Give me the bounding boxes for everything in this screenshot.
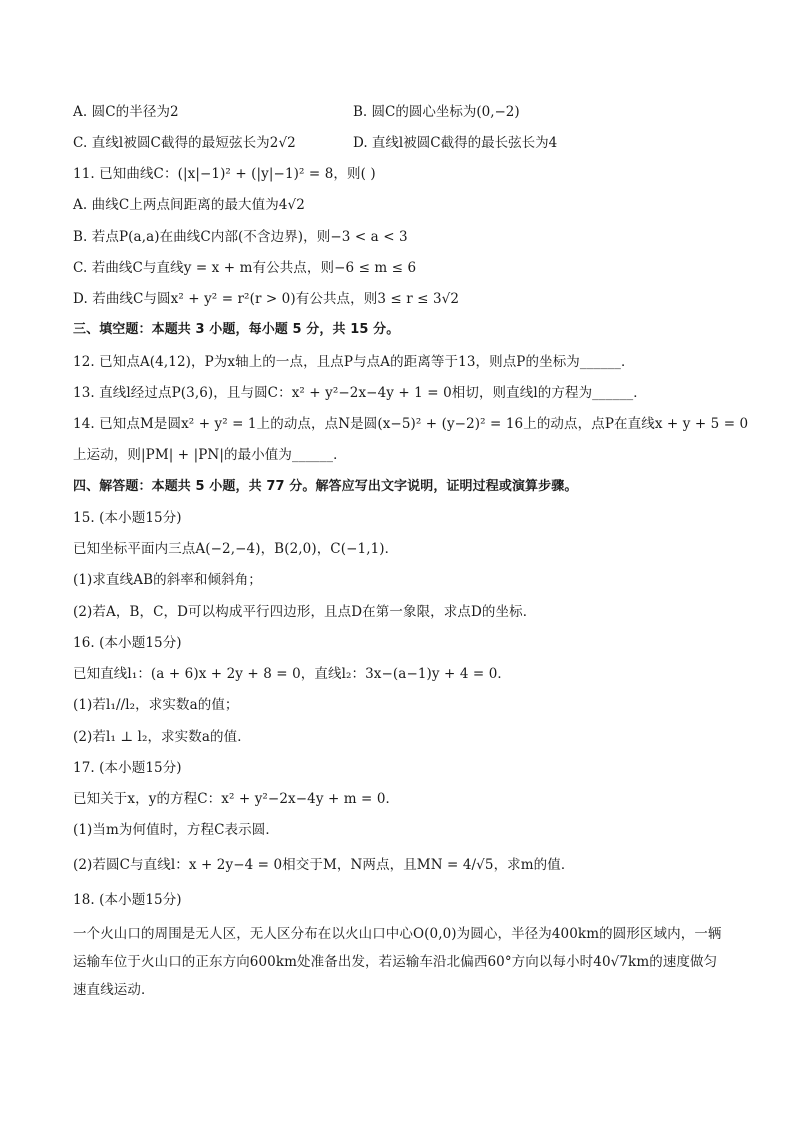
q12-stem: 12. 已知点A(4,12)，P为x轴上的一点，且点P与点A的距离等于13，则点P的坐标为______． [73,354,635,370]
section-4-heading: 四、解答题：本题共 5 小题，共 77 分。解答应写出文字说明，证明过程或演算步骤。 [73,479,578,494]
q17-heading: 17. (本小题15分) [73,760,182,776]
q18-heading: 18. (本小题15分) [73,892,182,908]
q16-stem: 已知直线l₁：(a + 6)x + 2y + 8 = 0，直线l₂：3x−(a−1)y + 4 = 0． [73,666,512,682]
q10-option-b: B. 圆C的圆心坐标为(0,−2) [353,104,520,120]
q15-part2: (2)若A，B，C，D可以构成平行四边形，且点D在第一象限，求点D的坐标． [73,604,537,620]
q16-part1: (1)若l₁//l₂，求实数a的值； [73,697,239,713]
q10-option-c: C. 直线l被圆C截得的最短弦长为2√2 [73,135,296,151]
section-3-heading: 三、填空题：本题共 3 小题，每小题 5 分，共 15 分。 [73,322,400,337]
q16-heading: 16. (本小题15分) [73,635,182,651]
q17-part1: (1)当m为何值时，方程C表示圆． [73,822,279,838]
q17-stem: 已知关于x，y的方程C：x² + y²−2x−4y + m = 0． [73,791,400,807]
q16-part2: (2)若l₁ ⊥ l₂，求实数a的值． [73,729,251,745]
q11-option-a: A. 曲线C上两点间距离的最大值为4√2 [73,197,305,213]
q11-stem: 11. 已知曲线C：(|x|−1)² + (|y|−1)² = 8，则( ) [73,166,376,182]
q10-option-d: D. 直线l被圆C截得的最长弦长为4 [353,135,558,151]
q13-stem: 13. 直线l经过点P(3,6)，且与圆C：x² + y²−2x−4y + 1 = 0相切，则直线l的方程为______． [73,385,647,401]
q10-option-a: A. 圆C的半径为2 [73,104,179,120]
q15-heading: 15. (本小题15分) [73,510,182,526]
q15-part1: (1)求直线AB的斜率和倾斜角； [73,572,262,588]
q11-option-d: D. 若曲线C与圆x² + y² = r²(r > 0)有公共点，则3 ≤ r ≤ 3√2 [73,291,460,307]
q18-stem: 一个火山口的周围是无人区，无人区分布在以火山口中心O(0,0)为圆心，半径为400km的圆形区域内，一辆运输车位于火山口的正东方向600km处准备出发，若运输车沿北偏西60°方向以每小时40√7km的速度做匀速直线运动． [73,926,722,998]
q11-option-b: B. 若点P(a,a)在曲线C内部(不含边界)，则−3 < a < 3 [73,229,408,245]
q17-part2: (2)若圆C与直线l：x + 2y−4 = 0相交于M，N两点，且MN = 4/√5，求m的值． [73,857,575,873]
q11-option-c: C. 若曲线C与直线y = x + m有公共点，则−6 ≤ m ≤ 6 [73,260,417,276]
q14-stem-line1: 14. 已知点M是圆x² + y² = 1上的动点，点N是圆(x−5)² + (y−2)² = 16上的动点，点P在直线x + y + 5 = 0 [73,416,749,432]
q15-stem: 已知坐标平面内三点A(−2,−4)，B(2,0)，C(−1,1)． [73,541,399,557]
q14-stem-line2: 上运动，则|PM| + |PN|的最小值为______． [73,447,347,463]
